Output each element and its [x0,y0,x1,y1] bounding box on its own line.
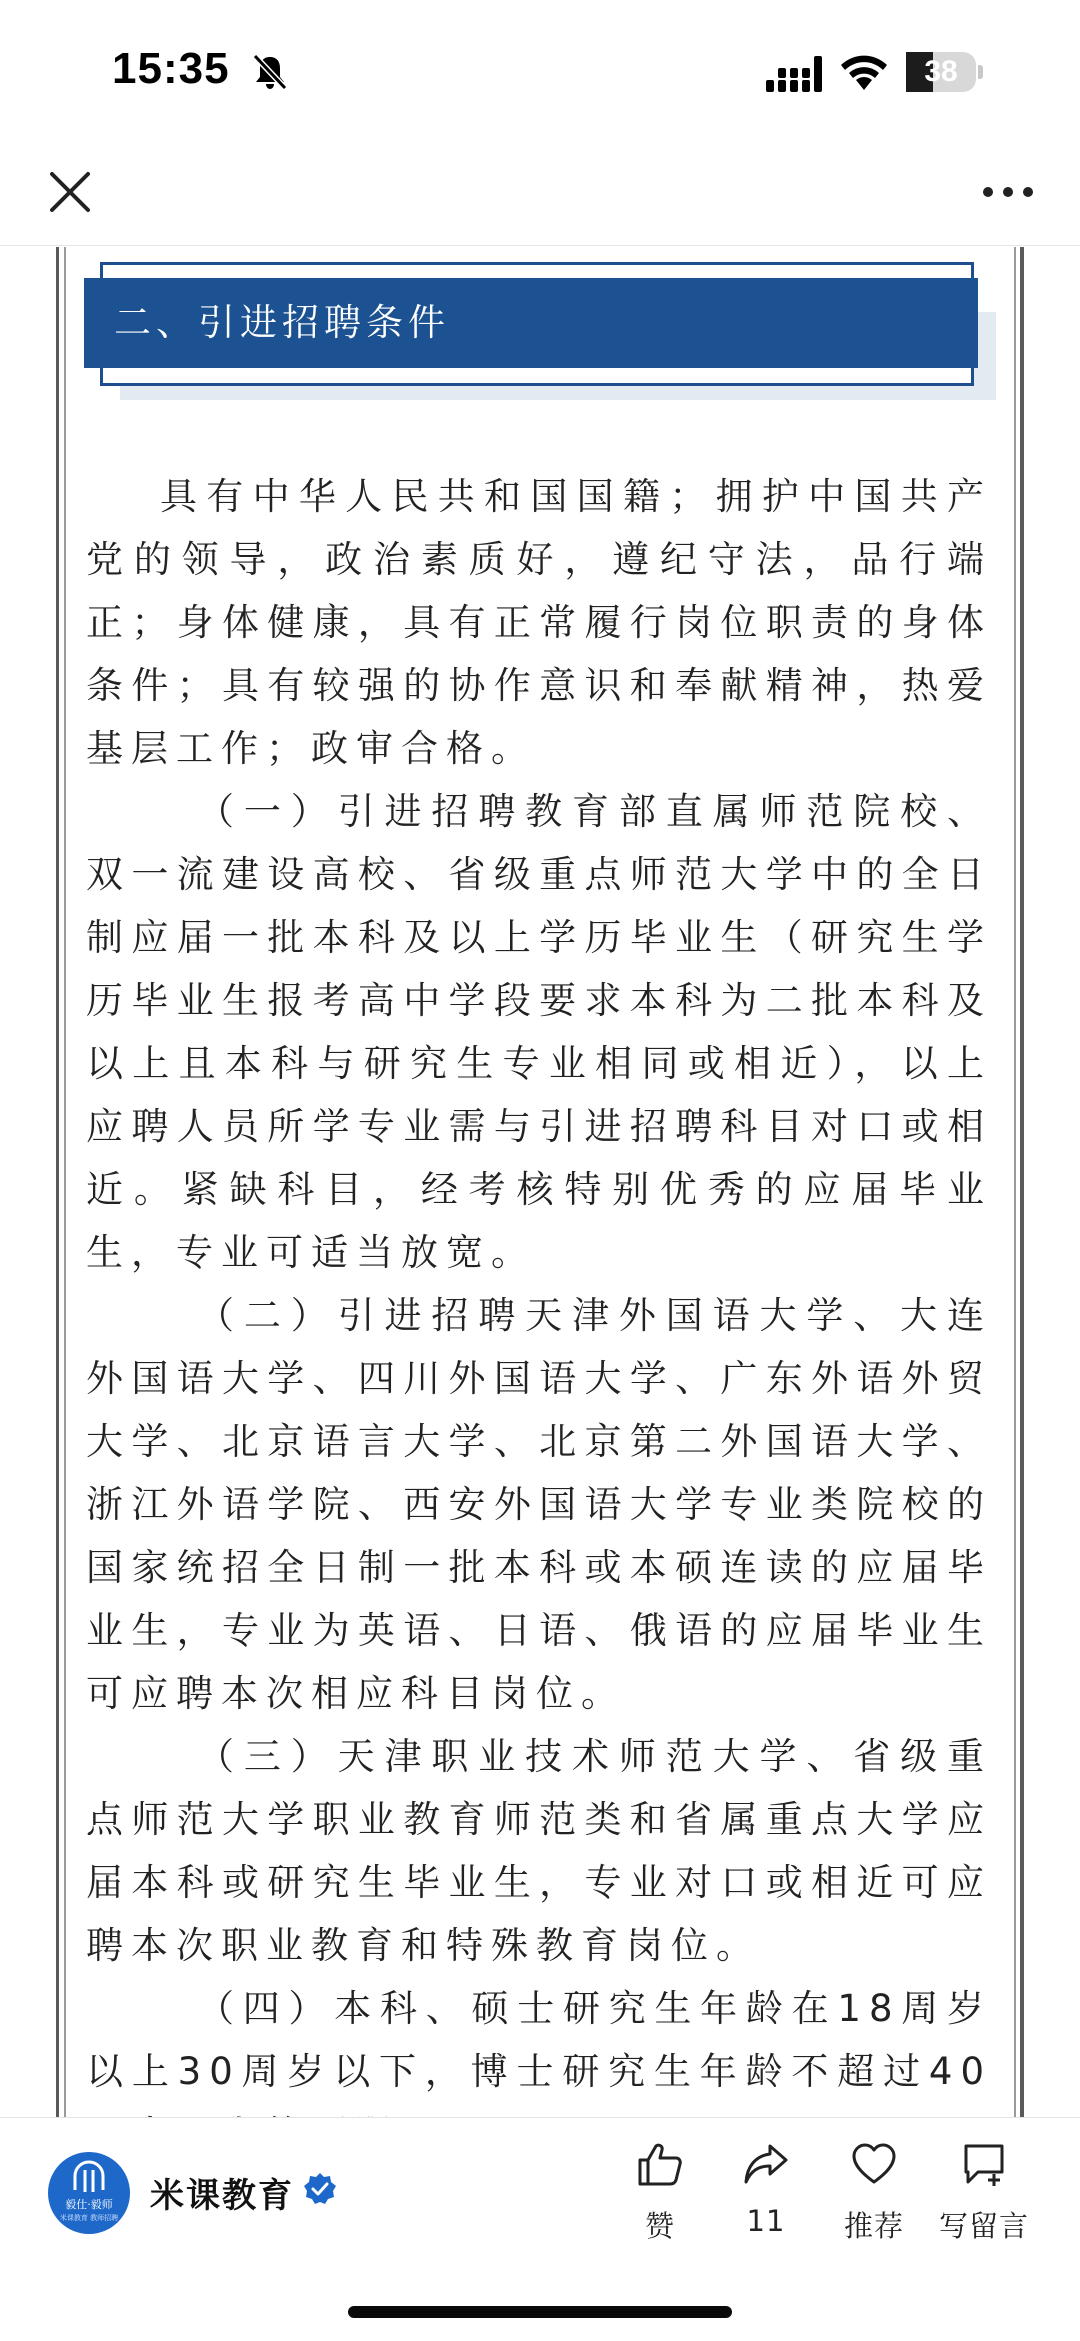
thumbs-up-icon [636,2140,684,2188]
paragraph: （一）引进招聘教育部直属师范院校、双一流建设高校、省级重点师范大学中的全日制应届一批本科及以上学历毕业生（研究生学历毕业生报考高中学段要求本科为二批本科及以上且本科与研究生专业相同或相近），以上应聘人员所学专业需与引进招聘科目对口或相近。紧缺科目，经考核特别优秀的应届毕业生，专业可适当放宽。 [86,790,992,1274]
battery-icon [906,52,984,92]
article-body [86,465,992,2166]
account-avatar[interactable] [48,2152,130,2234]
more-icon[interactable] [980,180,1036,204]
cellular-signal-icon [766,56,822,92]
frame-border-right-inner [1014,247,1016,2117]
share-icon [742,2140,790,2188]
like-label: 赞 [644,2209,675,2243]
section-header [84,262,996,402]
like-button[interactable] [600,2140,720,2250]
verified-badge-icon [303,2172,337,2206]
frame-border-left [56,247,59,2117]
home-indicator[interactable] [348,2306,732,2318]
nav-bar [0,140,1080,246]
account-name[interactable]: 米课教育 [150,2176,294,2216]
frame-border-left-inner [64,247,66,2117]
close-icon[interactable] [44,166,96,218]
write-comment-label: 写留言 [938,2209,1029,2243]
battery-level: 38 [924,55,958,88]
paragraph: （四）本科、硕士研究生年龄在18周岁以上30周岁以下，博士研究生年龄不超过40 [86,1987,992,2093]
paragraph: （二）引进招聘天津外国语大学、大连外国语大学、四川外国语大学、广东外语外贸大学、北京语言大学、北京第二外国语大学、浙江外语学院、西安外国语大学专业类院校的国家统招全日制一批本科或本硕连读的应届毕业生，专业为英语、日语、俄语的应届毕业生可应聘本次相应科目岗位。 [86,1294,992,1715]
comment-icon [960,2140,1008,2188]
wifi-icon [838,52,890,92]
recommend-button[interactable] [814,2140,934,2250]
avatar-subtext: 米课教育 教师招聘 [59,2214,119,2222]
frame-border-right [1020,247,1024,2117]
paragraph: 具有中华人民共和国国籍；拥护中国共产党的领导，政治素质好，遵纪守法，品行端正；身体健康，具有正常履行岗位职责的身体条件；具有较强的协作意识和奉献精神，热爱基层工作；政审合格。 [86,475,992,770]
status-time: 15:35 [112,44,230,93]
logo-mark-icon [69,2160,109,2200]
section-title: 二、引进招聘条件 [114,301,450,344]
avatar-text: 毅仕·毅师 [65,2198,113,2211]
bell-muted-icon [250,52,290,92]
battery-cap [978,65,983,79]
status-bar [0,0,1080,140]
write-comment-button[interactable] [924,2140,1044,2250]
share-button[interactable] [706,2140,826,2250]
heart-icon [850,2140,898,2188]
share-count: 11 [746,2204,786,2238]
recommend-label: 推荐 [843,2209,904,2243]
paragraph: （三）天津职业技术师范大学、省级重点师范大学职业教育师范类和省属重点大学应届本科或研究生毕业生，专业对口或相近可应聘本次职业教育和特殊教育岗位。 [86,1735,992,1967]
article-content[interactable] [0,247,1080,2117]
battery-body [906,52,976,92]
